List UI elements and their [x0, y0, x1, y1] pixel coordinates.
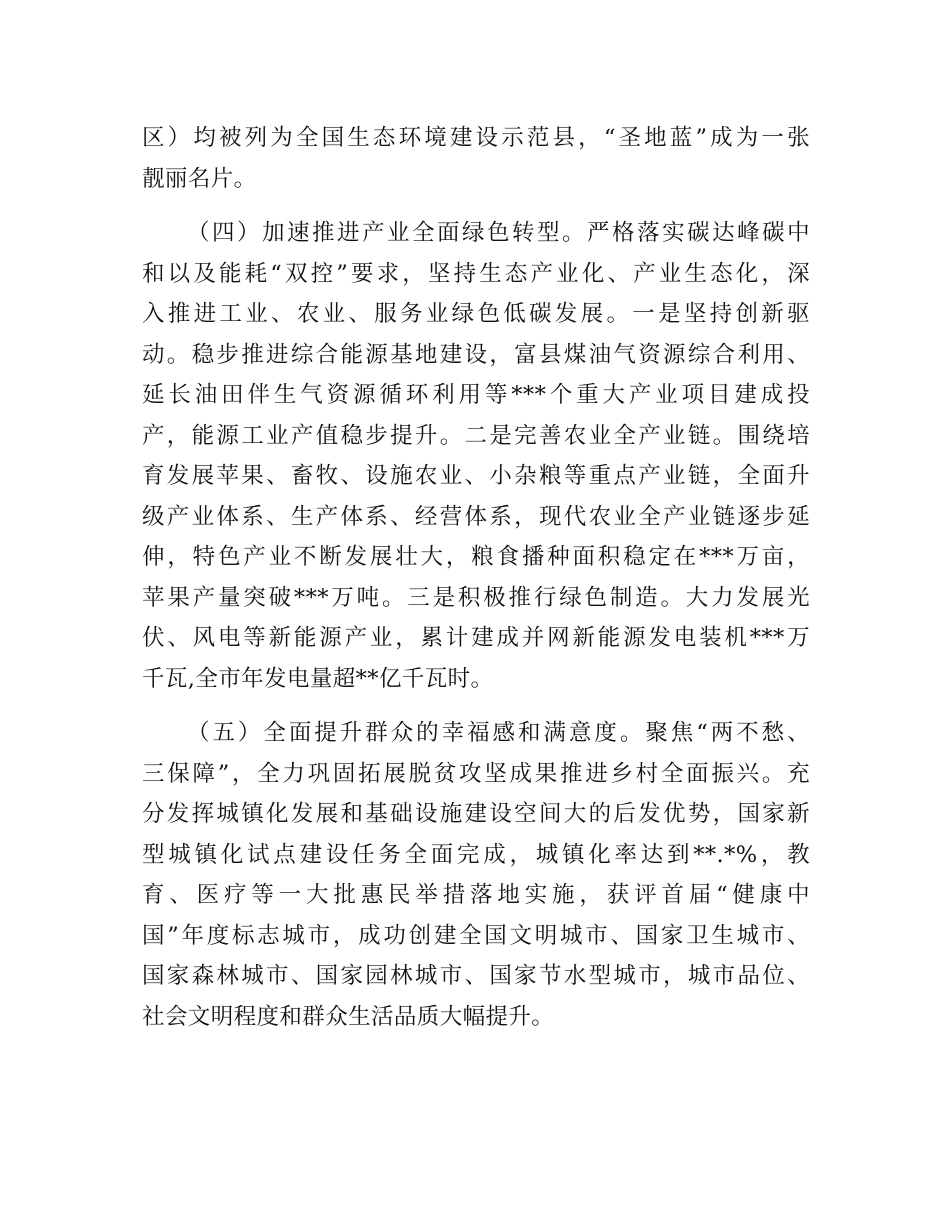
text-line: 育发展苹果、畜牧、设施农业、小杂粮等重点产业链，全面升 — [142, 463, 810, 489]
text-line: 延长油田伴生气资源循环利用等***个重大产业项目建成投 — [142, 382, 810, 408]
text-line: 和以及能耗“双控”要求，坚持生态产业化、产业生态化，深 — [142, 260, 810, 287]
text-line: 靓丽名片。 — [142, 165, 257, 192]
text-line: （四）加速推进产业全面绿色转型。严格落实碳达峰碳中 — [187, 220, 810, 246]
text-line: 国”年度标志城市，成功创建全国文明城市、国家卫生城市、 — [142, 922, 810, 949]
text-line: 千瓦,全市年发电量超**亿千瓦时。 — [142, 665, 494, 692]
paragraph-section-five — [142, 713, 810, 1037]
text-line: 型城镇化试点建设任务全面完成，城镇化率达到**.*%，教 — [142, 841, 810, 868]
text-line: 动。稳步推进综合能源基地建设，富县煤油气资源综合利用、 — [142, 341, 810, 368]
text-line: 伏、风电等新能源产业，累计建成并网新能源发电装机***万 — [142, 625, 810, 651]
text-line: 苹果产量突破***万吨。三是积极推行绿色制造。大力发展光 — [142, 584, 810, 611]
text-line: 分发挥城镇化发展和基础设施建设空间大的后发优势，国家新 — [142, 801, 810, 827]
paragraph-continued — [142, 118, 810, 199]
text-line: 伸，特色产业不断发展壮大，粮食播种面积稳定在***万亩， — [142, 544, 810, 570]
text-line: 区）均被列为全国生态环境建设示范县，“圣地蓝”成为一张 — [142, 125, 810, 151]
text-line: 三保障”，全力巩固拓展脱贫攻坚成果推进乡村全面振兴。充 — [142, 760, 810, 787]
text-line: 社会文明程度和群众生活品质大幅提升。 — [142, 1003, 555, 1030]
text-line: 产，能源工业产值稳步提升。二是完善农业全产业链。围绕培 — [142, 422, 810, 449]
text-line: 国家森林城市、国家园林城市、国家节水型城市，城市品位、 — [142, 963, 810, 989]
text-line: 入推进工业、农业、服务业绿色低碳发展。一是坚持创新驱 — [142, 301, 810, 327]
text-line: 级产业体系、生产体系、经营体系，现代农业全产业链逐步延 — [142, 503, 810, 530]
text-line: （五）全面提升群众的幸福感和满意度。聚焦“两不愁、 — [187, 720, 810, 746]
document-page — [142, 118, 810, 1037]
text-line: 育、医疗等一大批惠民举措落地实施，获评首届“健康中 — [142, 882, 810, 908]
paragraph-section-four — [142, 213, 810, 699]
